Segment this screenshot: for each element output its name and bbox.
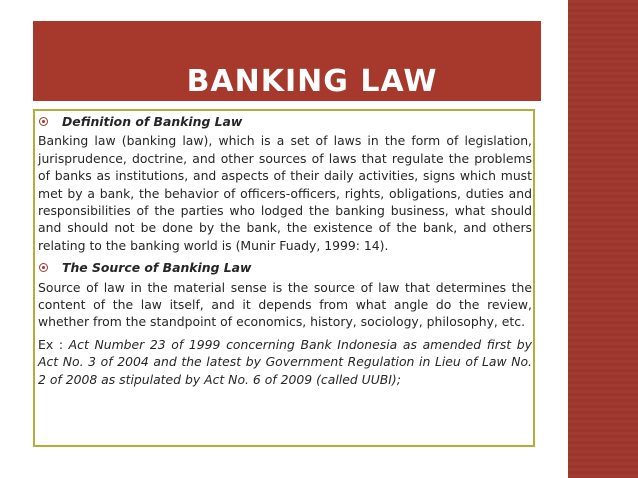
- example-prefix: Ex :: [38, 336, 69, 352]
- section-heading-source: [38, 259, 532, 276]
- target-bullet-icon: [39, 263, 48, 272]
- definition-paragraph: Banking law (banking law), which is a set of laws in the form of legislation, jurisprudence, doctrine, and other sources of laws that regulate the problems of banks as institutions, and aspects of their daily activities, signs which must met by a bank, the behavior of officers-officers, rights, obligations, duties and responsibilities of the parties who lodged the banking business, what should and should not be done by the bank, the existence of the bank, and others relating to the banking world is (Munir Fuady, 1999: 14).: [38, 133, 532, 253]
- slide-body: [38, 113, 532, 388]
- example-body: Act Number 23 of 1999 concerning Bank Indonesia as amended first by Act No. 3 of 2004 and the latest by Government Regulation in Lieu of Law No. 2 of 2008 as stipulated by Act No. 6 of 2009 (called UUBI);: [38, 336, 532, 387]
- bullet-label: Definition of Banking Law: [62, 114, 243, 129]
- bullet-label: The Source of Banking Law: [62, 260, 252, 276]
- target-bullet-icon: [39, 117, 48, 126]
- example-paragraph: [38, 336, 532, 388]
- section-heading-definition: [38, 113, 532, 130]
- decorative-side-strip: [568, 0, 638, 478]
- slide-title: BANKING LAW: [186, 64, 438, 99]
- title-banner: [33, 21, 541, 101]
- source-paragraph: Source of law in the material sense is the source of law that determines the content of the law itself, and it depends from what angle do the review, whether from the standpoint of economics, history, sociology, philosophy, etc.: [38, 279, 532, 330]
